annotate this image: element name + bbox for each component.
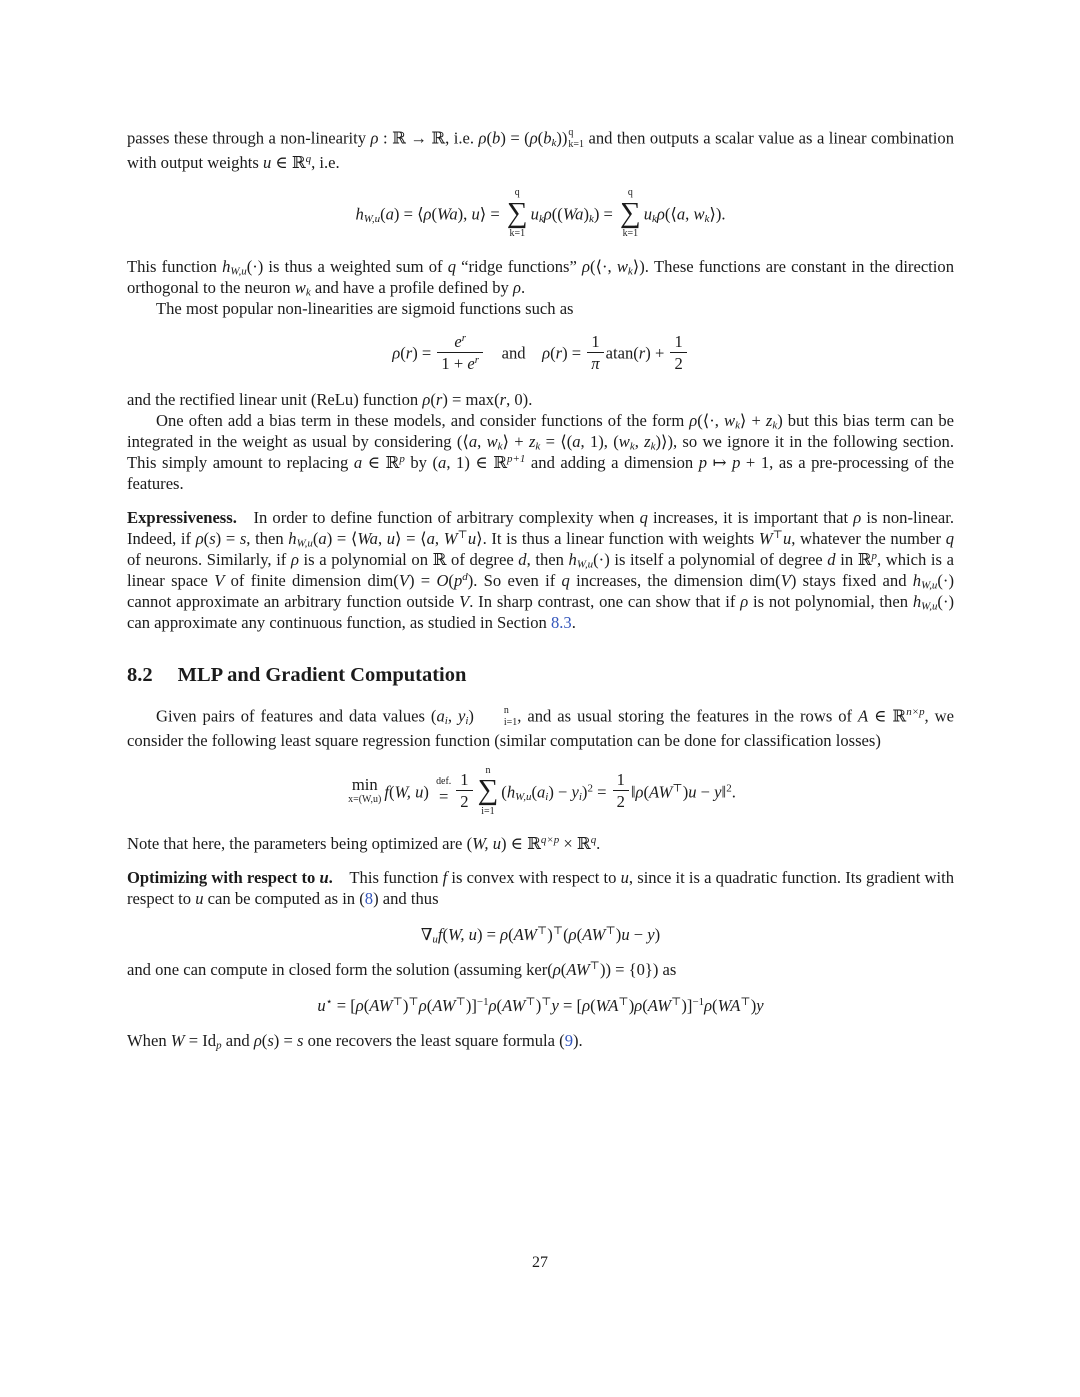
paragraph-ridge-functions: This function $h_{W,u}(\cdot)$ is thus a weighted sum of q “ridge functions” ρ(⟨·, $w_k⟩$). These functions are constant in the direction orthogonal to the neuron $w_k$ and have a profile defined by ρ. bbox=[127, 256, 954, 299]
operator-with-limits: n ∑ i=1 bbox=[477, 764, 499, 817]
ref-link[interactable]: 8 bbox=[364, 889, 374, 909]
ref-link[interactable]: 8.3 bbox=[550, 612, 572, 632]
sup-sub-stack: n i=1 bbox=[503, 704, 518, 729]
sup-sub-stack: q k=1 bbox=[568, 127, 584, 151]
equation-least-squares: min x=(W,u) f(W, u) def. = $\frac{1}{2}$ n ∑ i=1 $(h_{W,u}(a_i) - y_i)^2$ = $\frac{1}{2}$ ‖ρ(AW⊤)u − y‖$^2$. bbox=[348, 764, 736, 817]
operator-with-limits: q ∑ k=1 bbox=[620, 186, 641, 239]
operator-with-limits: q ∑ k=1 bbox=[506, 186, 528, 239]
paragraph-least-square-recovery: When $W = Id_p$ and ρ(s) = s one recovers the least square formula (9). bbox=[127, 1031, 583, 1053]
paragraph-least-squares-setup: Given pairs of features and data values ($a_i$, $y_i$) n i=1 , and as usual storing the features in the rows of A ∈ ℝ$^{n\times p}$, we consider the following least square regression function (similar computation can be done for classification losses) bbox=[127, 704, 955, 750]
fraction: $\frac{1}{2}$ bbox=[456, 771, 472, 811]
fraction: $\frac{e^r}{1 + e^r}$ bbox=[437, 333, 483, 373]
fraction: $\frac{1}{2}$ bbox=[613, 771, 629, 811]
equation-gradient-u: $\nabla_uf(W$, u) = ρ(AW⊤)⊤(ρ(AW⊤)u − y) bbox=[420, 925, 661, 947]
section-heading bbox=[127, 664, 954, 687]
paragraph-parameters-note: Note that here, the parameters being optimized are (W, u) ∈ ℝ$^{q\times p}$ × ℝ$^q$. bbox=[127, 834, 601, 854]
paragraph-expressiveness: Expressiveness. In order to define function of arbitrary complexity when q increases, it is important that ρ is non-linear. Indeed, if ρ(s) = s, then $h_{W,u}(a)$ = ⟨Wa, u⟩ = ⟨a, W⊤u⟩. It is thus a linear function with weights W⊤u, whatever the number q of neurons. Similarly, if ρ is a polynomial on ℝ of degree d, then $h_{W,u}(\cdot)$ is itself a polynomial of degree d in ℝ$^p$, which is a linear space V of finite dimension $dim(V) = O(p^d)$. So even if q increases, the dimension dim(V) stays fixed and $h_{W,u}(\cdot)$ cannot approximate an arbitrary function outside V. In sharp contrast, one can show that if ρ is not polynomial, then $h_{W,u}(\cdot)$ can approximate any continuous function, as studied in Section 8.3. bbox=[127, 507, 955, 632]
paragraph-optimizing-u: Optimizing with respect to u. This function f is convex with respect to u, since it is a quadratic function. Its gradient with respect to u can be computed as in (8) and thus bbox=[127, 868, 955, 909]
page-content bbox=[127, 127, 954, 1051]
equation-closed-form-solution: $u^⋆ = [\rho(AW^⊤)^⊤\rho(AW^⊤)]^{-1}\rho(AW^⊤)^⊤y = [\rho(WA^⊤)\rho(AW^⊤)]^{-1}\rho(WA^⊤)y$ bbox=[317, 996, 764, 1016]
equation-mlp-definition: $h_{W,u}(a)$ = ⟨ρ(Wa), u⟩ = q ∑ k=1 $u_k\rho((Wa)_k)$ = q ∑ k=1 $u_k\rho(⟨a$, $w_k⟩$). bbox=[355, 186, 726, 239]
paragraph-nonlinearity-intro: passes these through a non-linearity ρ : ℝ → ℝ, i.e. $\rho(b) = (\rho(b_k))$ q k=1 and then outputs a scalar value as a linear combination with output weights u ∈ ℝ$^q$, i.e. bbox=[127, 127, 954, 172]
section-title: MLP and Gradient Computation bbox=[177, 663, 467, 686]
fraction: $\frac{1}{\pi}$ bbox=[587, 333, 603, 373]
operator-with-limits: min x=(W,u) bbox=[348, 774, 382, 806]
paragraph-sigmoid-intro: The most popular non-linearities are sigmoid functions such as bbox=[156, 298, 574, 318]
ref-link[interactable]: 9 bbox=[564, 1031, 573, 1051]
fraction: $\frac{1}{2}$ bbox=[670, 333, 686, 373]
paragraph-bias-term: One often add a bias term in these models, and consider functions of the form ρ(⟨·, $w_k⟩ + z_k$) but this bias term can be integrated in the weight as usual by considering (⟨a, $w_k⟩ + z_k$ = ⟨(a, 1), ($w_k$, $z_k)⟩$), so we ignore it in the following section. This simply amount to replacing a ∈ ℝ$^p$ by (a, 1) ∈ ℝ$^{p+1}$ and adding a dimension p ↦ p + 1, as a pre-processing of the features. bbox=[127, 410, 955, 493]
page-number: 27 bbox=[532, 1254, 548, 1271]
section-number: 8.2 bbox=[127, 663, 153, 686]
paragraph-relu: and the rectified linear unit (ReLu) function ρ(r) = max(r, 0). bbox=[127, 389, 533, 409]
equation-sigmoid-atan: ρ(r) = $\frac{e^r}{1 + e^r}$ and ρ(r) = $\frac{1}{\pi}$ atan(r) + $\frac{1}{2}$ bbox=[127, 335, 954, 375]
paragraph-closed-form-intro: and one can compute in closed form the solution (assuming ker(ρ(AW⊤)) = {0}) as bbox=[127, 960, 677, 980]
operator-with-limits: def. = bbox=[436, 775, 452, 806]
